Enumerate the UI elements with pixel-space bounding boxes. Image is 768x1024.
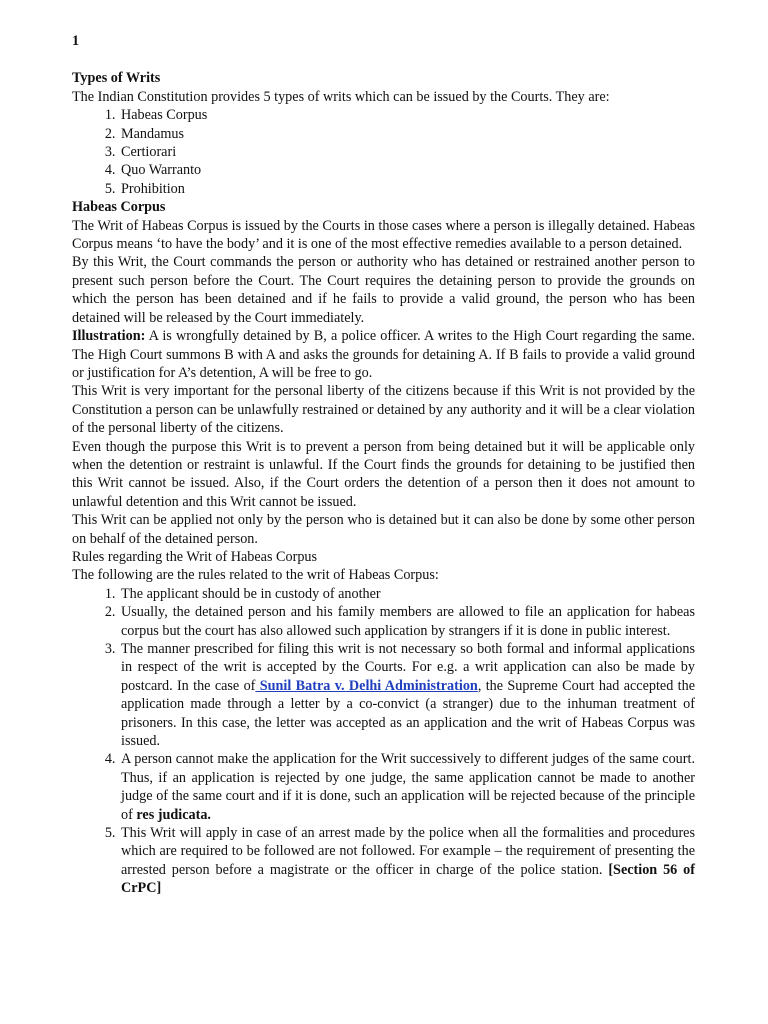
rules-intro: The following are the rules related to the writ of Habeas Corpus: xyxy=(72,567,439,584)
habeas-paragraph-1: The Writ of Habeas Corpus is issued by the Courts in those cases where a person is illegally detained. Habeas Corpus means ‘to have the body’ and it is one of the most effective remedies available to a person detained. xyxy=(72,217,695,253)
writ-item: 4. Quo Warranto xyxy=(119,161,695,179)
heading-habeas-corpus: Habeas Corpus xyxy=(72,199,166,216)
rule-item-5 xyxy=(119,824,695,898)
writ-item: 2. Mandamus xyxy=(119,125,695,143)
habeas-paragraph-5: This Writ can be applied not only by the person who is detained but it can also be done by some other person on behalf of the detained person. xyxy=(72,512,695,547)
writs-list xyxy=(72,106,695,198)
habeas-paragraph-2: By this Writ, the Court commands the person or authority who has detained or restrained another person to present such person before the Court. The Court requires the detaining person to provide the grounds on which the person has been detained and if he fails to provide a valid ground, the person who has been detained will be released by the Court immediately. xyxy=(72,254,695,326)
rules-list xyxy=(72,585,695,898)
rule-item-4 xyxy=(119,750,695,824)
illustration-text: A is wrongfully detained by B, a police officer. A writes to the High Court regarding the same. The High Court summons B with A and asks the grounds for detaining A. If B fails to provide a valid ground or justification for A’s detention, A will be free to go. xyxy=(72,328,695,381)
section-reference: [Section 56 of CrPC] xyxy=(121,861,695,897)
rule3-text-a: The manner prescribed for filing this writ is not necessary so both formal and informal applications in respect of the writ is accepted by the Courts. For e.g. a writ application can also be made by postcard. In the case of xyxy=(121,641,695,694)
res-judicata-term: res judicata. xyxy=(136,806,211,823)
title-types-of-writs: Types of Writs xyxy=(72,70,161,87)
writ-item: 5. Prohibition xyxy=(119,180,695,198)
habeas-paragraph-4: Even though the purpose this Writ is to prevent a person from being detained but it will be applicable only when the detention or restraint is unlawful. If the Court finds the grounds for detaining to be justified then this Writ cannot be issued. Also, if the Court orders the detention of a person then it does not amount to unlawful detention and this Writ cannot be issued. xyxy=(72,438,695,510)
document-page xyxy=(72,32,695,898)
page-number: 1 xyxy=(72,33,80,49)
rule3-text-b: , the Supreme Court had accepted the application made through a letter by a co-convict (a stranger) due to the inhuman treatment of prisoners. In this case, the letter was accepted as an application and the writ of Habeas Corpus was issued. xyxy=(121,677,695,750)
rule4-text: A person cannot make the application for the Writ successively to different judges of the same court. Thus, if an application is rejected by one judge, the same application cannot be made to another judge of the same court and if it is done, such an application will be rejected because of the principle of xyxy=(121,751,695,823)
rules-heading: Rules regarding the Writ of Habeas Corpus xyxy=(72,548,318,565)
habeas-paragraph-3: This Writ is very important for the personal liberty of the citizens because if this Writ is not provided by the Constitution a person can be unlawfully restrained or detained by any authority and it will be a clear violation of the personal liberty of the citizens. xyxy=(72,383,695,437)
illustration-label: Illustration: xyxy=(72,328,146,345)
rule5-text: This Writ will apply in case of an arrest made by the police when all the formalities and procedures which are required to be followed are not followed. For example – the requirement of presenting the arrested person before a magistrate or the officer in charge of the police station. xyxy=(121,825,695,878)
rule-item-3 xyxy=(119,640,695,750)
rule-item-2: 2. Usually, the detained person and his family members are allowed to file an application for habeas corpus but the court has also allowed such application by strangers if it is done in public interest. xyxy=(119,603,695,640)
intro-paragraph: The Indian Constitution provides 5 types of writs which can be issued by the Courts. They are: xyxy=(72,88,610,105)
case-link-sunil-batra[interactable]: Sunil Batra v. Delhi Administration xyxy=(255,677,478,694)
illustration-paragraph xyxy=(72,327,695,382)
rule-item-1: 1. The applicant should be in custody of another xyxy=(119,585,695,603)
writ-item: 3. Certiorari xyxy=(119,143,695,161)
writ-item: 1. Habeas Corpus xyxy=(119,106,695,124)
